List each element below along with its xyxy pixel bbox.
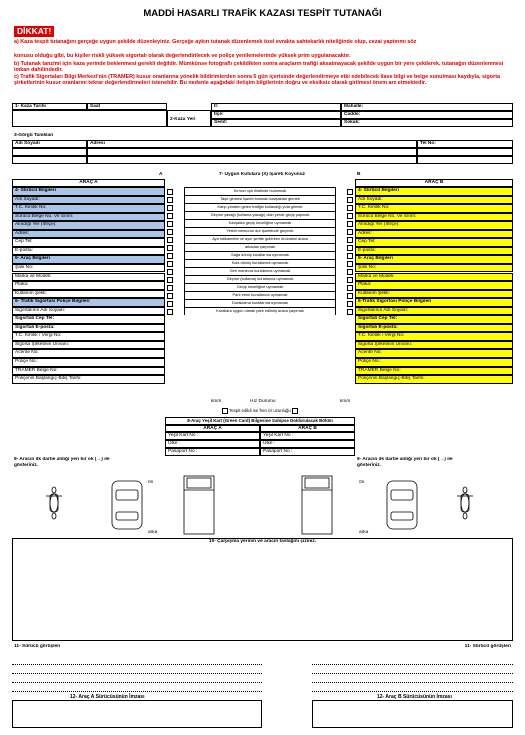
green-card-a-header: ARAÇ A bbox=[165, 425, 260, 432]
ilce-field[interactable]: İlçe: bbox=[211, 111, 341, 119]
vehicle-a-field-row[interactable]: Marka ve Modeli: bbox=[12, 273, 165, 282]
green-card-no-a[interactable]: Yeşil Kart No : bbox=[165, 432, 260, 440]
vehicle-b-field-row[interactable]: Marka ve Modeli: bbox=[355, 273, 513, 282]
circumstance-label: Geçme yasağı (sollama yasağı) olan yerde geçiş yapmak bbox=[184, 211, 336, 219]
vehicle-b-field-row[interactable]: T.C. Kimlik No: bbox=[355, 204, 513, 213]
opinion-line[interactable] bbox=[12, 674, 262, 683]
witness-row[interactable] bbox=[87, 156, 417, 164]
circumstance-label: Yetkili memurun dur işaretinde geçmek bbox=[184, 227, 336, 235]
vehicle-b-header: ARAÇ B bbox=[355, 179, 513, 187]
circumstance-checkbox-b[interactable] bbox=[347, 309, 353, 315]
signature-b-box[interactable] bbox=[312, 700, 513, 728]
opinion-line[interactable] bbox=[12, 656, 262, 665]
green-card-country-a[interactable]: Ülke : bbox=[165, 440, 260, 448]
signature-a-label: 12- Araç A Sürücüsünün İmzası bbox=[70, 694, 145, 700]
column-b-label: B bbox=[357, 172, 361, 177]
circumstance-checkbox-a[interactable] bbox=[167, 301, 173, 307]
circumstance-label: Taşıt girmesi işareti bulunan kavşaktan girmek bbox=[184, 195, 336, 203]
vehicle-diagrams bbox=[12, 446, 513, 546]
vehicle-b-field-row[interactable]: Plaka: bbox=[355, 281, 513, 290]
circumstance-checkbox-a[interactable] bbox=[167, 309, 173, 315]
truck-top-icon[interactable] bbox=[184, 476, 214, 534]
circumstance-checkbox-a[interactable] bbox=[167, 261, 173, 267]
car-top-icon[interactable] bbox=[387, 481, 417, 529]
vehicle-a-field-row[interactable]: T.C. Kimlik / Vergi No: bbox=[12, 332, 165, 341]
circumstance-label: Geçiş önceliğine uymamak bbox=[184, 283, 336, 291]
circumstance-checkbox-b[interactable] bbox=[347, 277, 353, 283]
circumstance-label: Geçme (sollama) kurallarına uymamak bbox=[184, 275, 336, 283]
circumstance-checkbox-a[interactable] bbox=[167, 285, 173, 291]
green-card-no-b[interactable]: Yeşil Kart No : bbox=[260, 432, 355, 440]
passport-b[interactable]: Pasaport No : bbox=[260, 448, 355, 456]
sketch-title: 10- Çarpışma yerinin ve aracın taslağını çiziniz. bbox=[208, 539, 317, 544]
circumstance-checkbox-a[interactable] bbox=[167, 213, 173, 219]
circumstance-checkbox-b[interactable] bbox=[347, 301, 353, 307]
circumstance-checkbox-b[interactable] bbox=[347, 229, 353, 235]
circumstance-label: Ayrı istikamette ve aynı şeritte giderken önündeki araca bbox=[184, 235, 336, 243]
vehicle-b-field-row[interactable]: E-posta: bbox=[355, 247, 513, 256]
semt-field[interactable]: Semt: bbox=[211, 119, 341, 127]
circumstance-label: Kurallara uygun olarak park edilmiş araca çarpmak bbox=[184, 307, 336, 315]
front-label-b: ön bbox=[359, 480, 365, 485]
circumstance-checkbox-b[interactable] bbox=[347, 189, 353, 195]
circumstance-row bbox=[165, 291, 355, 299]
vehicle-a-field-row[interactable]: 5- Araç Bilgileri bbox=[12, 255, 165, 264]
warning-b: b) Tutanak tanzimi için kaza yerinde beklenmesi gerekli değildir. Mümkünse fotoğraflı çekildikten sonra araçların trafiği aksatmayacak şekilde uygun bir yere çekilerek, tutanağın düzenlenmesi imkan dahilindedir. bbox=[14, 61, 504, 74]
vehicle-b-field-row[interactable]: Sigortalının Adı Soyadı: bbox=[355, 307, 513, 316]
opinion-line[interactable] bbox=[12, 665, 262, 674]
vehicle-b-field-row[interactable]: Adres: bbox=[355, 230, 513, 239]
circumstance-label: Kavşakta geçiş önceliğine uymamak bbox=[184, 219, 336, 227]
witness-row[interactable] bbox=[87, 148, 417, 156]
vehicle-a-field-row[interactable]: Poliçe No.: bbox=[12, 358, 165, 367]
circumstance-checkbox-a[interactable] bbox=[167, 197, 173, 203]
vehicle-a-field-row[interactable]: Sigorta Şirketinin Unvanı: bbox=[12, 341, 165, 350]
circumstance-checkbox-b[interactable] bbox=[347, 237, 353, 243]
green-card-country-b[interactable]: Ülke : bbox=[260, 440, 355, 448]
circumstance-checkbox-a[interactable] bbox=[167, 245, 173, 251]
vehicle-b-field-row[interactable]: Alındığı Yer (İl/İlçe): bbox=[355, 221, 513, 230]
vehicle-b-field-row[interactable]: 5- Araç Bilgileri bbox=[355, 255, 513, 264]
motorcycle-icon[interactable] bbox=[457, 487, 473, 519]
back-label-b: arka bbox=[359, 530, 369, 535]
cadde-field[interactable]: Cadde: bbox=[341, 111, 513, 119]
circumstance-checkbox-b[interactable] bbox=[347, 197, 353, 203]
circumstance-row bbox=[165, 227, 355, 235]
driver-b-opinions-title: 11- Sürücü görüşleri bbox=[464, 644, 511, 649]
circumstance-label: Sağa dönüş kurallarına uymamak bbox=[184, 251, 336, 259]
vehicle-a-field-row[interactable]: Sürücü Belge No. Ve Sınıfı: bbox=[12, 213, 165, 222]
vehicle-b-field-row[interactable]: 6-Trafik Sigortası Poliçe Bilgileri bbox=[355, 298, 513, 307]
circumstance-checkbox-a[interactable] bbox=[167, 253, 173, 259]
back-label-a: arka bbox=[148, 530, 158, 535]
opinion-line[interactable] bbox=[12, 683, 262, 692]
circumstance-row bbox=[165, 251, 355, 259]
vehicle-a-field-row[interactable]: 4- Sürücü Bilgileri bbox=[12, 187, 165, 196]
passport-a[interactable]: Pasaport No : bbox=[165, 448, 260, 456]
circumstance-row bbox=[165, 307, 355, 315]
opinion-line[interactable] bbox=[312, 665, 513, 674]
vehicle-a-field-row[interactable]: Alındığı Yer (İl/İlçe): bbox=[12, 221, 165, 230]
accident-time-label[interactable]: Saat bbox=[87, 103, 167, 110]
vehicle-b-field-row[interactable]: Poliçenin Başlangıç-Bitiş Tarihi: bbox=[355, 375, 513, 384]
vehicle-b-field-row[interactable]: Sigortalı Cep Tel: bbox=[355, 315, 513, 324]
circumstance-checkbox-a[interactable] bbox=[167, 205, 173, 211]
circumstance-row bbox=[165, 195, 355, 203]
circumstance-row bbox=[165, 219, 355, 227]
opinion-line[interactable] bbox=[312, 683, 513, 692]
circumstance-checkbox-a[interactable] bbox=[167, 269, 173, 275]
accident-place-label: 2-Kaza Yeri bbox=[167, 110, 211, 127]
vehicle-b-field-row[interactable]: Adı Soyadı: bbox=[355, 196, 513, 205]
circumstance-label: Kırmızı ışık ihlalinde bulunmak bbox=[184, 187, 336, 195]
sokak-field[interactable]: Sokak: bbox=[341, 119, 513, 127]
witness-name-label: Adı Soyadı bbox=[12, 140, 87, 148]
vehicle-a-field-row[interactable]: Adı Soyadı: bbox=[12, 196, 165, 205]
circumstance-row bbox=[165, 283, 355, 291]
vehicle-a-field-row[interactable]: T.C. Kimlik No: bbox=[12, 204, 165, 213]
circumstance-checkbox-b[interactable] bbox=[347, 269, 353, 275]
accident-date-field[interactable] bbox=[12, 110, 167, 127]
circumstance-row bbox=[165, 267, 355, 275]
vehicle-b-field-row[interactable]: Sigorta Şirketinin Unvanı: bbox=[355, 341, 513, 350]
vehicle-a-field-row[interactable]: Sigortalının Adı Soyadı: bbox=[12, 307, 165, 316]
column-a-label: A bbox=[159, 172, 163, 177]
form-title: MADDİ HASARLI TRAFİK KAZASI TESPİT TUTANAĞI bbox=[143, 8, 382, 19]
opinion-line[interactable] bbox=[312, 656, 513, 665]
vehicle-b-field-row[interactable]: Sigortalı E-posta: bbox=[355, 324, 513, 333]
vehicle-b-field-row[interactable]: Kullanım Şekli: bbox=[355, 290, 513, 299]
motorcycle-icon[interactable] bbox=[46, 487, 62, 519]
vehicle-a-field-row[interactable]: E-posta: bbox=[12, 247, 165, 256]
circumstance-row bbox=[165, 187, 355, 195]
witness-row[interactable] bbox=[417, 148, 513, 156]
impact-title-b: 9- Aracın ilk darbe aldığı yeri bir ok (→) ile gösteriniz. bbox=[357, 457, 453, 468]
driver-a-opinions-title: 11- Sürücü görüşleri bbox=[14, 644, 61, 649]
accident-report-form bbox=[12, 6, 513, 728]
green-card-title: 8-Araç Yeşil Kart (Green Card) Bilgesine Sahipse Doldurulacak Bölüm bbox=[165, 417, 355, 425]
vehicle-a-field-row[interactable]: Adres: bbox=[12, 230, 165, 239]
vehicle-a-field-row[interactable]: Sigortalı Cep Tel: bbox=[12, 315, 165, 324]
speed-unit-b: km/s bbox=[340, 399, 351, 404]
mahalle-field[interactable]: Mahalle: bbox=[341, 103, 513, 111]
witness-address-label: Adresi bbox=[87, 140, 417, 148]
warning-badge: DİKKAT! bbox=[14, 26, 54, 37]
circumstance-checkbox-b[interactable] bbox=[347, 285, 353, 291]
circumstance-label: Duraklama kurallarına uymamak bbox=[184, 299, 336, 307]
circumstance-checkbox-b[interactable] bbox=[347, 245, 353, 251]
vehicle-a-field-row[interactable]: TRAMER Belge No: bbox=[12, 367, 165, 376]
circumstance-checkbox-a[interactable] bbox=[167, 229, 173, 235]
witnesses-title: 3-Görgü Tanıkları bbox=[14, 133, 54, 138]
circumstance-checkbox-b[interactable] bbox=[347, 293, 353, 299]
warning-a: a) Kaza tespit tutanağını gerçeğe uygun şekilde düzenleyiniz. Gerçeğe aykırı tutanak düzenlemek özel evrakta sahtekarlık niteliğinde olup, cezai yaptırımı söz bbox=[14, 39, 417, 45]
circumstance-row bbox=[165, 259, 355, 267]
witness-row[interactable] bbox=[417, 156, 513, 164]
circumstance-label: Sola dönüş kurallarına uymamak bbox=[184, 259, 336, 267]
vehicle-a-field-row[interactable]: Poliçenin Başlangıç-Bitiş Tarihi: bbox=[12, 375, 165, 384]
circumstance-row bbox=[165, 203, 355, 211]
il-field[interactable]: İl: bbox=[211, 103, 341, 111]
vehicle-a-field-row[interactable]: Plaka: bbox=[12, 281, 165, 290]
vehicle-a-field-row[interactable]: Acente No: bbox=[12, 349, 165, 358]
truck-top-icon[interactable] bbox=[302, 476, 332, 534]
circumstance-label: Karşı yönden gelen trafiğin kullandığı yola girmek bbox=[184, 203, 336, 211]
circumstance-checkbox-a[interactable] bbox=[167, 277, 173, 283]
circumstance-checkbox-b[interactable] bbox=[347, 253, 353, 259]
circumstance-label: arkadan çarpmak bbox=[184, 243, 336, 251]
circumstance-row bbox=[165, 211, 355, 219]
vehicle-b-field-row[interactable]: Sürücü Belge No. Ve Sınıfı: bbox=[355, 213, 513, 222]
signature-a-box[interactable] bbox=[12, 700, 262, 728]
sketch-area[interactable] bbox=[12, 538, 513, 641]
vehicle-b-field-row[interactable]: Cep Tel: bbox=[355, 238, 513, 247]
witness-row[interactable] bbox=[12, 156, 87, 164]
vehicle-a-field-row[interactable]: Sigortalı E-posta: bbox=[12, 324, 165, 333]
vehicle-b-field-row[interactable]: 4- Sürücü Bilgileri bbox=[355, 187, 513, 196]
brake-trace-note: Tespit edildi ise fren izi uzunluğu bbox=[165, 408, 355, 416]
green-card-b-header: ARAÇ B bbox=[260, 425, 355, 432]
speed-label: Hız Durumu bbox=[250, 399, 276, 404]
circumstance-row bbox=[165, 275, 355, 283]
vehicle-b-field-row[interactable]: Şasi No: bbox=[355, 264, 513, 273]
circumstance-checkbox-a[interactable] bbox=[167, 237, 173, 243]
car-top-icon[interactable] bbox=[112, 481, 142, 529]
circumstance-checkbox-b[interactable] bbox=[347, 213, 353, 219]
vehicle-b-field-row[interactable]: T.C. Kimlik / Vergi No: bbox=[355, 332, 513, 341]
accident-date-label[interactable]: 1- Kaza Tarihi bbox=[12, 103, 87, 110]
vehicle-b-field-row[interactable]: Acente No: bbox=[355, 349, 513, 358]
circumstances-title: 7- Uygun Kutulara (X) İşareti Koyunuz bbox=[218, 172, 306, 177]
circumstance-checkbox-b[interactable] bbox=[347, 205, 353, 211]
opinion-line[interactable] bbox=[312, 674, 513, 683]
circumstance-row bbox=[165, 243, 355, 251]
vehicle-a-field-row[interactable]: Kullanım Şekli: bbox=[12, 290, 165, 299]
witness-row[interactable] bbox=[12, 148, 87, 156]
vehicle-a-header: ARAÇ A bbox=[12, 179, 165, 187]
vehicle-b-field-row[interactable]: TRAMER Belge No: bbox=[355, 367, 513, 376]
circumstance-label: Park etme kurallarına uymamak bbox=[184, 291, 336, 299]
circumstance-row bbox=[165, 235, 355, 243]
speed-unit-a: km/s bbox=[211, 399, 222, 404]
vehicle-b-field-row[interactable]: Poliçe No.: bbox=[355, 358, 513, 367]
speed-row bbox=[165, 399, 355, 408]
brake-checkbox-b[interactable] bbox=[292, 408, 298, 414]
vehicle-a-field-row[interactable]: Şasi No: bbox=[12, 264, 165, 273]
warning-a-cont: konusu olduğu gibi, bu kişiler riskli yüksek sigortalı olarak değerlendirilecek ve poliçe yenilemelerinde yüksek prim uygulanacaktır. bbox=[14, 53, 351, 59]
circumstance-checkbox-a[interactable] bbox=[167, 221, 173, 227]
circumstance-label: Geri manevra kurallarına uymamak bbox=[184, 267, 336, 275]
warning-c: c) Trafik Sigortaları Bilgi Merkezi'nin (TRAMER) kusur oranlarına yönelik bildirimlerden sonra 5 gün içerisinde değerlendirmeye etki edebilecek ilave bilgi ve belge sunulması kaydıyla, sigorta şirketlerinin kusur oranlarını tekrar değerlendirmeleri istenebilir. Bu nedenle aşağıdaki iletişim bilgilerinin doğru ve eksiksiz olarak girilmesi önem arz etmektedir. bbox=[14, 74, 500, 87]
circumstance-checkbox-b[interactable] bbox=[347, 221, 353, 227]
circumstance-checkbox-b[interactable] bbox=[347, 261, 353, 267]
brake-checkbox-a[interactable] bbox=[222, 408, 228, 414]
circumstance-checkbox-a[interactable] bbox=[167, 293, 173, 299]
impact-title-a: 9- Aracın ilk darbe aldığı yeri bir ok (→) ile gösteriniz. bbox=[14, 457, 110, 468]
front-label-a: ön bbox=[148, 480, 154, 485]
vehicle-a-field-row[interactable]: Cep Tel: bbox=[12, 238, 165, 247]
circumstance-row bbox=[165, 299, 355, 307]
signature-b-label: 12- Araç B Sürücüsünün İmzası bbox=[377, 694, 452, 700]
witness-tel-label: Tel No: bbox=[417, 140, 513, 148]
circumstance-checkbox-a[interactable] bbox=[167, 189, 173, 195]
vehicle-a-field-row[interactable]: 6- Trafik Sigortası Poliçe Bilgileri bbox=[12, 298, 165, 307]
